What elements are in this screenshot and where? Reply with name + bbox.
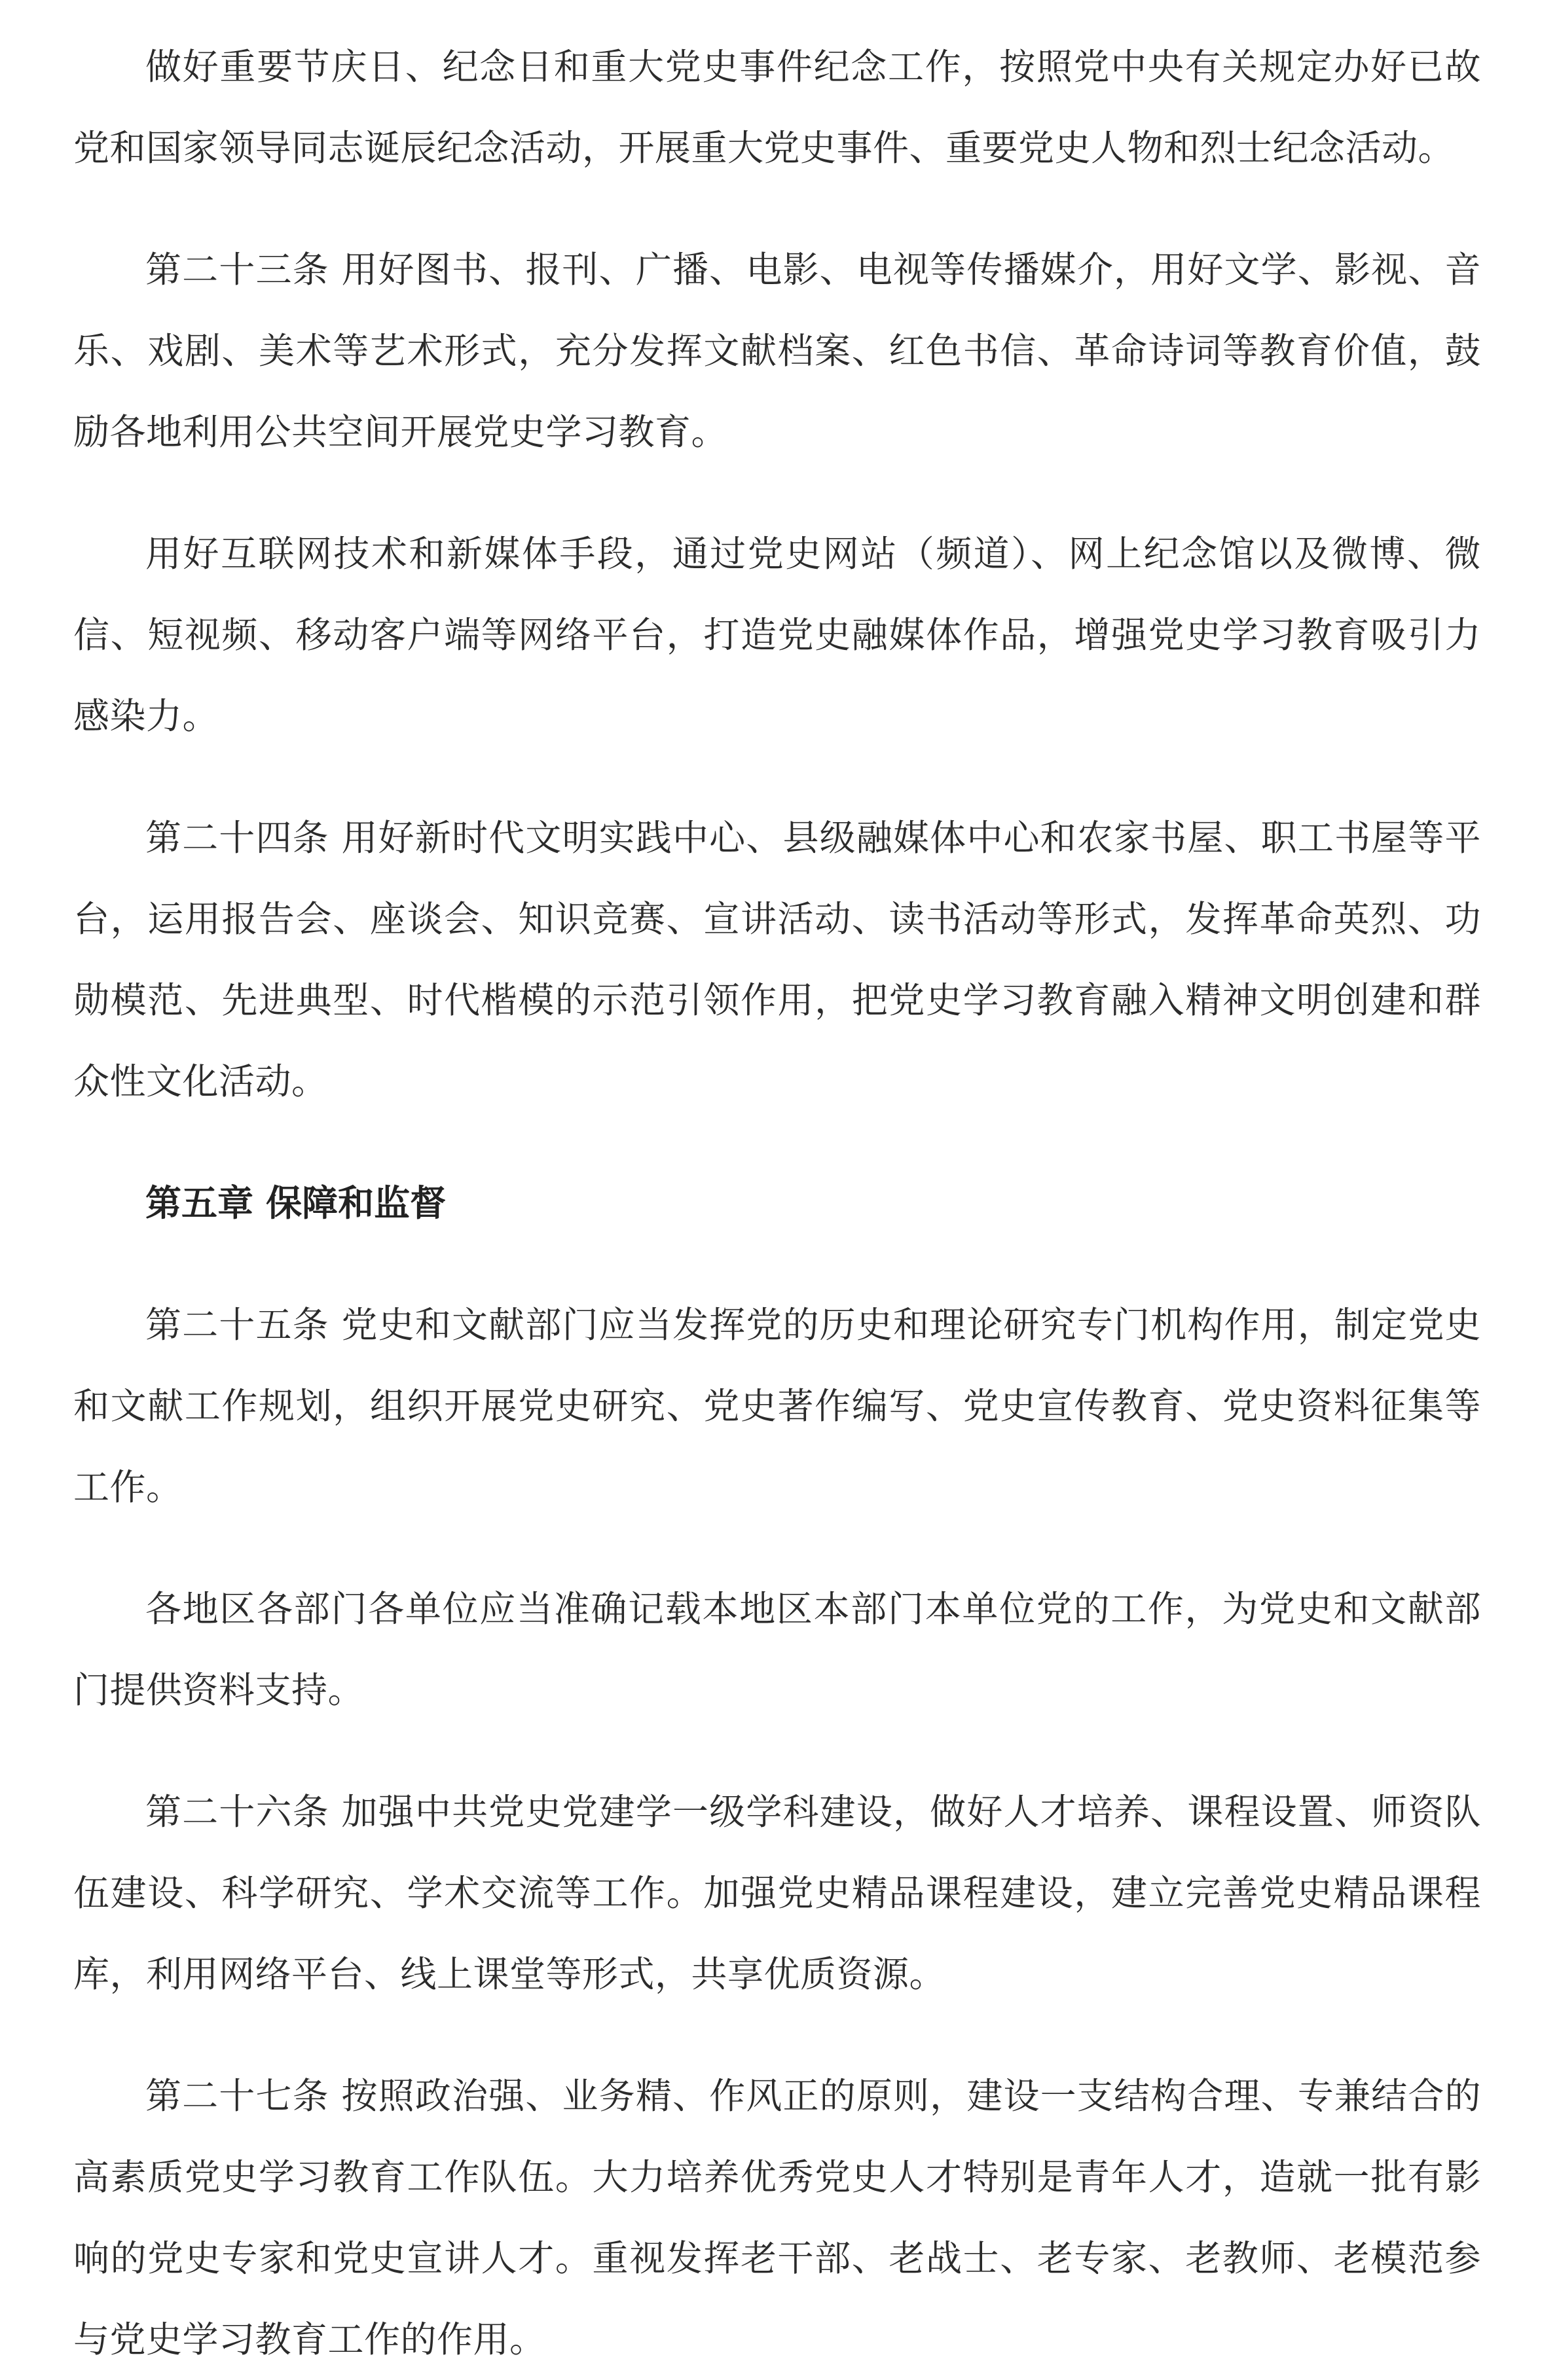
paragraph-internet-media: 用好互联网技术和新媒体手段，通过党史网站（频道）、网上纪念馆以及微博、微信、短视频、移动客户端等网络平台，打造党史融媒体作品，增强党史学习教育吸引力感染力。 [73,533,1481,737]
chapter-5-heading: 第五章 保障和监督 [145,1182,447,1224]
paragraph-article-24: 第二十四条 用好新时代文明实践中心、县级融媒体中心和农家书屋、职工书屋等平台，运用报告会、座谈会、知识竞赛、宣讲活动、读书活动等形式，发挥革命英烈、功勋模范、先进典型、时代楷模的示范引领作用，把党史学习教育融入精神文明创建和群众性文化活动。 [73,817,1481,1102]
paragraph-record-work: 各地区各部门各单位应当准确记载本地区本部门本单位党的工作，为党史和文献部门提供资料支持。 [73,1588,1481,1711]
paragraph-article-27: 第二十七条 按照政治强、业务精、作风正的原则，建设一支结构合理、专兼结合的高素质党史学习教育工作队伍。大力培养优秀党史人才特别是青年人才，造就一批有影响的党史专家和党史宣讲人才。重视发挥老干部、老战士、老专家、老教师、老模范参与党史学习教育工作的作用。 [73,2075,1481,2360]
paragraph-article-25: 第二十五条 党史和文献部门应当发挥党的历史和理论研究专门机构作用，制定党史和文献工作规划，组织开展党史研究、党史著作编写、党史宣传教育、党史资料征集等工作。 [73,1304,1481,1508]
paragraph-commemoration: 做好重要节庆日、纪念日和重大党史事件纪念工作，按照党中央有关规定办好已故党和国家领导同志诞辰纪念活动，开展重大党史事件、重要党史人物和烈士纪念活动。 [73,46,1481,169]
article-body [73,0,1481,2380]
paragraph-article-26: 第二十六条 加强中共党史党建学一级学科建设，做好人才培养、课程设置、师资队伍建设、科学研究、学术交流等工作。加强党史精品课程建设，建立完善党史精品课程库，利用网络平台、线上课堂等形式，共享优质资源。 [73,1791,1481,1995]
paragraph-article-23: 第二十三条 用好图书、报刊、广播、电影、电视等传播媒介，用好文学、影视、音乐、戏剧、美术等艺术形式，充分发挥文献档案、红色书信、革命诗词等教育价值，鼓励各地利用公共空间开展党史学习教育。 [73,249,1481,453]
